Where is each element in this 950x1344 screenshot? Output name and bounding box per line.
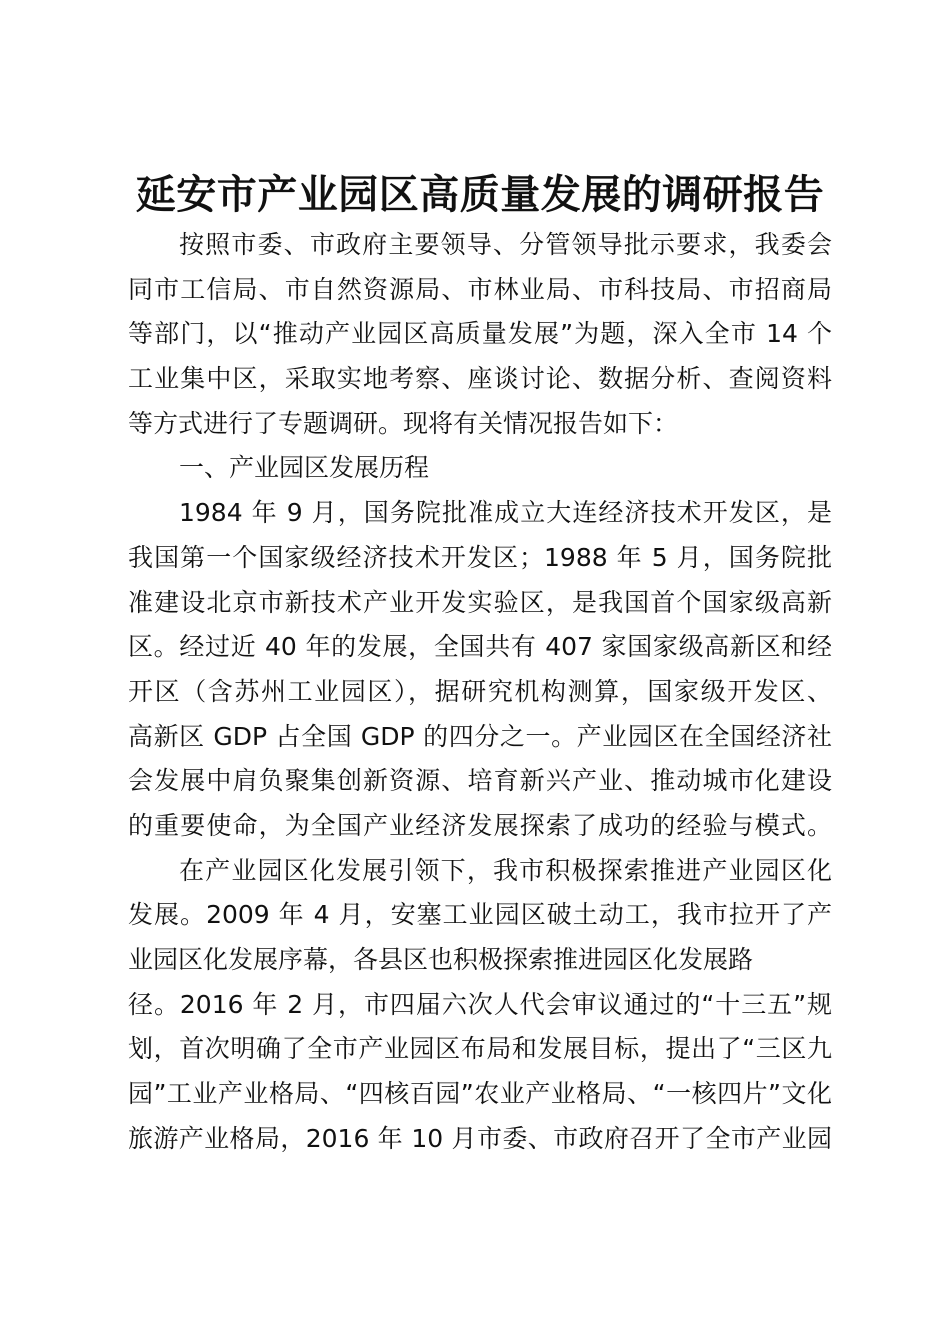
text-line: 等方式进行了专题调研。现将有关情况报告如下：	[128, 408, 679, 438]
text-line: 1984 年 9 月，国务院批准成立大连经济技术开发区，是	[179, 498, 832, 528]
text-line: 会发展中肩负聚集创新资源、培育新兴产业、推动城市化建设	[128, 766, 832, 796]
text-line: 同市工信局、市自然资源局、市林业局、市科技局、市招商局	[128, 274, 832, 304]
text-line: 区。经过近 40 年的发展，全国共有 407 家国家级高新区和经	[128, 632, 832, 662]
text-line: 开区（含苏州工业园区），据研究机构测算，国家级开发区、	[128, 676, 832, 706]
section-heading: 一、产业园区发展历程	[179, 453, 430, 483]
document-title: 延安市产业园区高质量发展的调研报告	[135, 171, 825, 218]
text-line: 在产业园区化发展引领下，我市积极探索推进产业园区化	[179, 855, 832, 885]
text-line: 划，首次明确了全市产业园区布局和发展目标，提出了“三区九	[128, 1034, 832, 1064]
text-line: 园”工业产业格局、“四核百园”农业产业格局、“一核四片”文化	[128, 1079, 832, 1109]
text-line: 高新区 GDP 占全国 GDP 的四分之一。产业园区在全国经济社	[128, 721, 832, 751]
text-line: 的重要使命，为全国产业经济发展探索了成功的经验与模式。	[128, 810, 832, 840]
text-line: 径。2016 年 2 月，市四届六次人代会审议通过的“十三五”规	[128, 989, 832, 1019]
text-line: 等部门，以“推动产业园区高质量发展”为题，深入全市 14 个	[128, 319, 832, 349]
text-line: 工业集中区，采取实地考察、座谈讨论、数据分析、查阅资料	[128, 364, 832, 394]
text-line: 旅游产业格局，2016 年 10 月市委、市政府召开了全市产业园	[128, 1123, 832, 1153]
text-line: 业园区化发展序幕，各县区也积极探索推进园区化发展路	[128, 945, 754, 974]
text-line: 准建设北京市新技术产业开发实验区，是我国首个国家级高新	[128, 587, 832, 617]
text-line: 按照市委、市政府主要领导、分管领导批示要求，我委会	[179, 230, 832, 259]
text-line: 发展。2009 年 4 月，安塞工业园区破土动工，我市拉开了产	[128, 900, 832, 930]
document-body	[128, 223, 832, 1161]
text-line: 我国第一个国家级经济技术开发区；1988 年 5 月，国务院批	[128, 542, 832, 572]
